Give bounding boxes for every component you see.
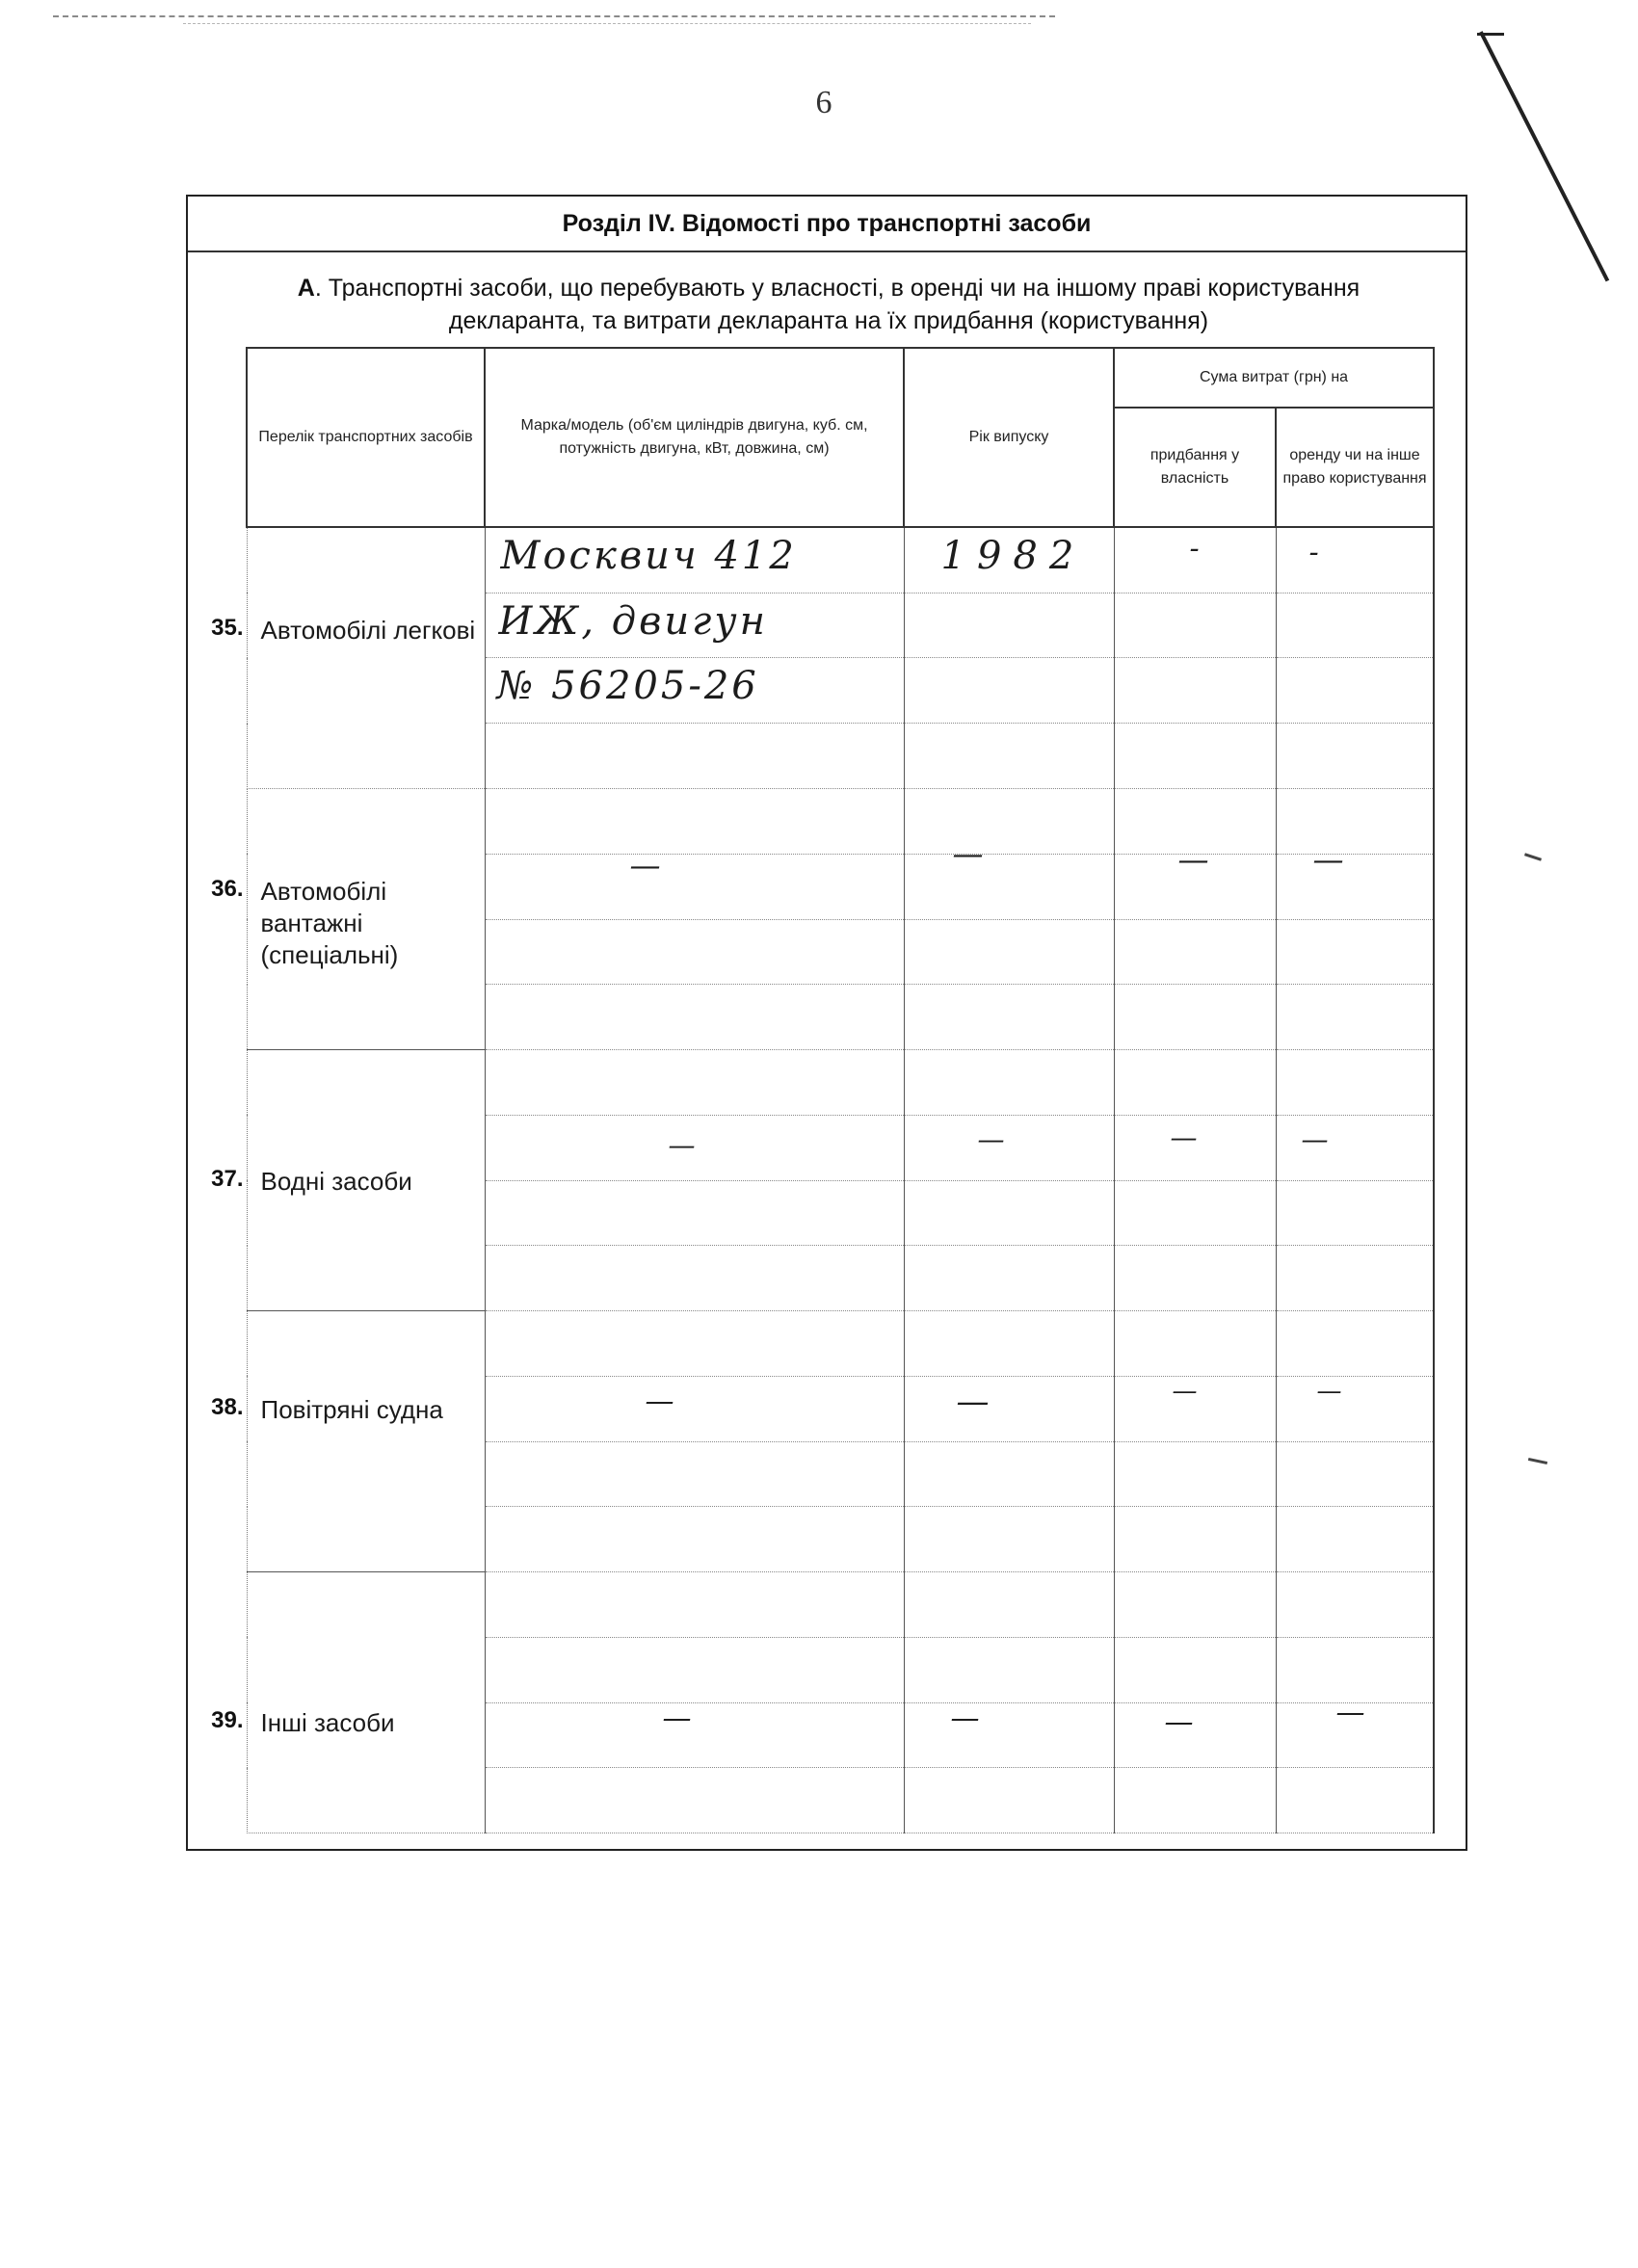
row-label-cell [211, 1311, 485, 1572]
empty-cell [1276, 1311, 1434, 1377]
empty-cell [1114, 1572, 1276, 1638]
empty-cell [904, 1768, 1114, 1833]
subtitle-text: . Транспортні засоби, що перебувають у власності, в оренді чи на іншому праві користування декларанта, та витрати декларанта на їх придбання (користування) [314, 275, 1361, 334]
row-name: Повітряні судна [260, 1395, 443, 1424]
empty-cell [485, 1441, 904, 1507]
year-cell [904, 1702, 1114, 1768]
handwritten-brand: Москвич 412 [500, 534, 797, 578]
empty-cell [1276, 724, 1434, 789]
year-cell [904, 527, 1114, 593]
row-number: 35. [211, 615, 244, 641]
rent-cell [1276, 840, 1434, 919]
handwritten-brand: ИЖ, двигун [498, 598, 768, 644]
empty-cell [1114, 1441, 1276, 1507]
handwritten-dash: — [1177, 840, 1212, 878]
year-cell [904, 834, 1114, 919]
table-row [247, 1572, 1434, 1638]
purchase-cell [1114, 1376, 1276, 1441]
handwritten-dash: — [629, 846, 664, 883]
empty-cell [904, 658, 1114, 724]
empty-cell [1114, 1050, 1276, 1116]
brand-cell [485, 1702, 904, 1768]
handwritten-dash: — [1172, 1376, 1201, 1406]
handwritten-dash: — [1312, 840, 1347, 878]
row-name: Автомобілі легкові [260, 616, 476, 645]
handwritten-dash: — [662, 1701, 695, 1735]
brand-cell [485, 593, 904, 658]
empty-cell [485, 1572, 904, 1638]
handwritten-dash: — [1335, 1695, 1368, 1729]
row-label-cell [211, 527, 485, 789]
row-label-cell [211, 789, 485, 1050]
page-number: 6 [815, 85, 832, 120]
empty-cell [1276, 1637, 1434, 1702]
empty-cell [904, 1246, 1114, 1311]
empty-cell [904, 1507, 1114, 1572]
vehicles-table [211, 347, 1435, 1833]
pen-stroke-mark [1524, 853, 1542, 860]
empty-cell [1114, 1311, 1276, 1377]
brand-cell [485, 846, 904, 919]
empty-cell [1276, 985, 1434, 1050]
empty-cell [1114, 1768, 1276, 1833]
header-cost-purchase: придбання у власність [1114, 408, 1276, 527]
empty-cell [485, 919, 904, 985]
empty-cell [1276, 1246, 1434, 1311]
handwritten-dash: — [1316, 1376, 1345, 1406]
row-label-cell [211, 1050, 485, 1311]
empty-cell [1114, 985, 1276, 1050]
rent-cell [1276, 1376, 1434, 1441]
row-name: Автомобілі вантажні (спеціальні) [260, 877, 399, 969]
empty-cell [904, 1637, 1114, 1702]
empty-cell [1114, 1507, 1276, 1572]
purchase-cell [1114, 527, 1276, 593]
empty-cell [1276, 1768, 1434, 1833]
empty-cell [904, 1311, 1114, 1377]
row-number: 36. [211, 876, 244, 902]
empty-cell [1276, 1180, 1434, 1246]
empty-cell [1114, 1637, 1276, 1702]
row-name: Інші засоби [260, 1708, 395, 1737]
empty-cell [485, 1637, 904, 1702]
pen-stroke-mark [1528, 1458, 1547, 1464]
section-subtitle [246, 272, 1412, 337]
handwritten-brand: № 56205-26 [496, 664, 759, 709]
empty-cell [1276, 789, 1434, 855]
handwritten-year: 1982 [940, 534, 1086, 578]
handwritten-dash: - [1189, 532, 1202, 566]
empty-cell [485, 1246, 904, 1311]
empty-cell [1114, 593, 1276, 658]
empty-cell [1276, 919, 1434, 985]
row-number: 38. [211, 1394, 244, 1420]
purchase-cell [1114, 1702, 1276, 1768]
table-row [247, 789, 1434, 855]
empty-cell [485, 1311, 904, 1377]
header-brand: Марка/модель (об'єм циліндрів двигуна, куб. см, потужність двигуна, кВт, довжина, см) [485, 348, 904, 527]
empty-cell [1276, 658, 1434, 724]
rent-cell [1276, 1115, 1434, 1180]
brand-cell [485, 1115, 904, 1180]
handwritten-dash: — [645, 1384, 677, 1418]
subtitle-letter: А [297, 275, 315, 302]
empty-cell [485, 789, 904, 855]
row-number: 39. [211, 1707, 244, 1733]
empty-cell [904, 1050, 1114, 1116]
handwritten-dash: — [1301, 1122, 1332, 1155]
empty-cell [485, 724, 904, 789]
table-row [247, 1311, 1434, 1377]
year-cell [904, 1115, 1114, 1180]
empty-cell [904, 919, 1114, 985]
empty-cell [904, 1572, 1114, 1638]
empty-cell [904, 1441, 1114, 1507]
pen-stroke-mark [1479, 31, 1609, 281]
empty-cell [1114, 1246, 1276, 1311]
handwritten-dash: - [1308, 536, 1322, 569]
table-row [247, 527, 1434, 593]
brand-cell [485, 658, 904, 724]
empty-cell [1276, 593, 1434, 658]
header-cost-rent: оренду чи на інше право користування [1276, 408, 1434, 527]
year-cell [904, 1376, 1114, 1441]
empty-cell [904, 1180, 1114, 1246]
empty-cell [1114, 919, 1276, 985]
empty-cell [485, 1507, 904, 1572]
section-title: Розділ IV. Відомості про транспортні засоби [188, 197, 1466, 252]
empty-cell [1276, 1441, 1434, 1507]
empty-cell [485, 985, 904, 1050]
handwritten-dash: — [950, 1701, 983, 1735]
header-year: Рік випуску [904, 348, 1114, 527]
empty-cell [1276, 1572, 1434, 1638]
handwritten-dash: — [977, 1122, 1008, 1155]
row-name: Водні засоби [260, 1167, 412, 1196]
section-frame [186, 195, 1467, 1851]
empty-cell [904, 724, 1114, 789]
empty-cell [485, 1180, 904, 1246]
empty-cell [1276, 1507, 1434, 1572]
empty-cell [1114, 724, 1276, 789]
empty-cell [1276, 1050, 1434, 1116]
rent-cell [1276, 527, 1434, 593]
empty-cell [904, 789, 1114, 855]
brand-cell [485, 527, 904, 593]
header-list: Перелік транспортних засобів [247, 348, 485, 527]
table-row [247, 1050, 1434, 1116]
handwritten-dash: — [956, 1382, 992, 1421]
empty-cell [485, 1768, 904, 1833]
empty-cell [1114, 658, 1276, 724]
header-cost-group: Сума витрат (грн) на [1114, 348, 1434, 408]
purchase-cell [1114, 840, 1276, 919]
rent-cell [1276, 1695, 1434, 1768]
empty-cell [904, 593, 1114, 658]
handwritten-dash: — [952, 834, 987, 872]
scan-edge-line [183, 23, 1031, 24]
empty-cell [904, 985, 1114, 1050]
brand-cell [485, 1376, 904, 1441]
purchase-cell [1114, 1115, 1276, 1180]
empty-cell [1114, 1180, 1276, 1246]
handwritten-dash: — [668, 1128, 699, 1161]
row-label-cell [211, 1572, 485, 1833]
empty-cell [485, 1050, 904, 1116]
handwritten-dash: — [1170, 1121, 1201, 1153]
row-number: 37. [211, 1166, 244, 1192]
scan-edge-line [53, 15, 1055, 17]
handwritten-dash: — [1164, 1704, 1197, 1739]
